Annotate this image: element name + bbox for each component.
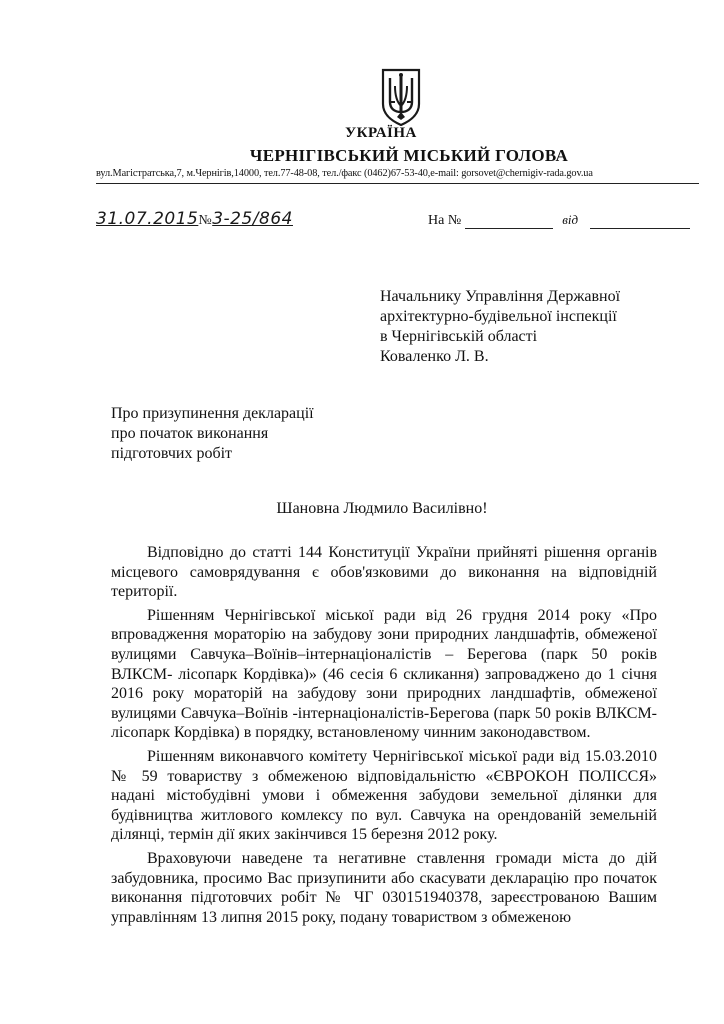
- incoming-date-label: від: [562, 212, 579, 227]
- greeting: Шановна Людмило Василівно!: [276, 500, 488, 517]
- addressee-block: [380, 287, 710, 367]
- incoming-number-blank: [465, 214, 553, 229]
- subject-line: підготовчих робіт: [111, 445, 233, 462]
- addressee-line: Коваленко Л. В.: [380, 348, 489, 365]
- outgoing-number: 3-25/864: [212, 209, 293, 229]
- incoming-number-label: На №: [428, 213, 462, 228]
- body-paragraph: Відповідно до статті 144 Конституції України прийняті рішення органів місцевого самоврядування є обов'язковими до виконання на відповідній території.: [111, 544, 657, 601]
- body-paragraph: Рішенням Чернігівської міської ради від 26 грудня 2014 року «Про впровадження мораторію на забудову зони природних ландшафтів, обмеженої вулицями Савчука–Воїнів–інтернаціоналістів – Берегова (парк 50 років ВЛКСМ- лісопарк Кордівка)» (46 сесія 6 скликання) запроваджено до 1 січня 2016 року мораторій на забудову зони природних ландшафтів, обмеженої вулицями Савчука–Воїнів -інтернаціоналістів-Берегова (парк 50 років ВЛКСМ-лісопарк Кордівка) в порядку, встановленому чинним законодавством.: [111, 606, 657, 742]
- body-paragraph: Враховуючи наведене та негативне ставлення громади міста до дій забудовника, просимо Вас призупинити або скасувати декларацію про початок виконання підготовчих робіт № ЧГ 030151940378, зареєстрованою Вашим управлінням 13 липня 2015 року, подану товариством з обмеженою: [111, 849, 657, 926]
- incoming-date-blank: [590, 214, 690, 229]
- subject-block: [111, 404, 411, 464]
- header-divider: [96, 183, 699, 184]
- country-heading: УКРАЇНА: [345, 125, 417, 141]
- outgoing-number-label: №: [198, 213, 213, 228]
- contacts-line: вул.Магістратська,7, м.Чернігів,14000, тел.77-48-08, тел./факс (0462)67-53-40,e-mail: gorsovet@chernigiv-rada.gov.ua: [96, 168, 593, 179]
- office-heading: ЧЕРНІГІВСЬКИЙ МІСЬКИЙ ГОЛОВА: [249, 146, 569, 165]
- outgoing-reference: [96, 209, 356, 235]
- subject-line: Про призупинення декларації: [111, 405, 314, 422]
- addressee-line: Начальнику Управління Державної: [380, 288, 621, 305]
- addressee-line: в Чернігівській області: [380, 328, 538, 345]
- subject-line: про початок виконання: [111, 425, 269, 442]
- addressee-line: архітектурно-будівельної інспекції: [380, 308, 617, 325]
- incoming-reference: [428, 212, 708, 229]
- body-paragraph: Рішенням виконавчого комітету Чернігівської міської ради від 15.03.2010 № 59 товариству з обмеженою відповідальністю «ЄВРОКОН ПОЛІССЯ» надані містобудівні умови і обмеження забудови земельної ділянки для будівництва житлового комлексу по вул. Савчука на орендованій земельній ділянці, термін дії яких закінчився 15 березня 2012 року.: [111, 747, 657, 844]
- outgoing-date: 31.07.2015: [96, 209, 199, 229]
- letter-body: [111, 543, 657, 927]
- tryzub-icon: [380, 68, 422, 126]
